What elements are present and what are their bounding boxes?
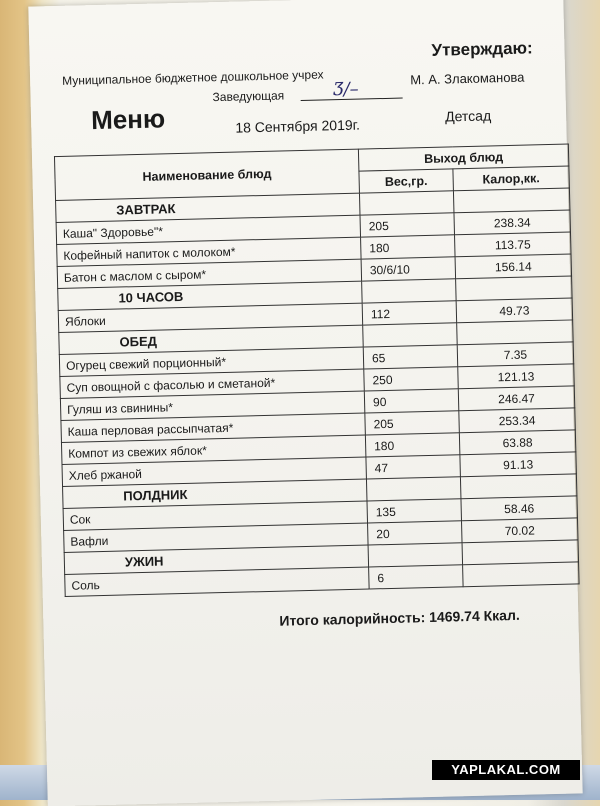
dish-calories: 63.88 [459, 430, 576, 455]
section-title: 10 ЧАСОВ [58, 281, 362, 310]
dish-weight: 6 [369, 565, 464, 589]
dish-name: Хлеб ржаной [62, 457, 366, 486]
column-header-output: Выход блюд [358, 144, 568, 171]
dish-weight: 90 [364, 389, 459, 413]
section-calories-cell [462, 540, 579, 565]
dish-calories [463, 562, 580, 587]
organization-name: Муниципальное бюджетное дошкольное учрех [61, 67, 324, 88]
dish-weight: 47 [366, 455, 461, 479]
institution-type: Детсад [444, 107, 492, 125]
dish-name: Яблоки [58, 303, 362, 332]
site-watermark: YAPLAKAL.COM [432, 760, 580, 780]
total-calories: Итого калорийность: 1469.74 Ккал. [279, 606, 520, 629]
section-weight-cell [363, 323, 458, 347]
dish-weight: 180 [361, 235, 456, 259]
dish-weight: 112 [362, 301, 457, 325]
dish-calories: 70.02 [461, 518, 578, 543]
head-role: Заведующая [212, 88, 285, 105]
dish-calories: 49.73 [456, 298, 573, 323]
dish-weight: 30/6/10 [361, 257, 456, 281]
dish-name: Батон с маслом с сыром* [57, 259, 361, 288]
section-title: ОБЕД [59, 325, 363, 354]
section-title: ПОЛДНИК [63, 479, 367, 508]
dish-calories: 58.46 [461, 496, 578, 521]
dish-calories: 246.47 [458, 386, 575, 411]
dish-calories: 113.75 [455, 232, 572, 257]
dish-weight: 20 [368, 521, 463, 545]
column-header-dish: Наименование блюд [54, 149, 359, 200]
dish-name: Огурец свежий порционный* [59, 347, 363, 376]
column-header-calories: Калор,кк. [453, 166, 570, 191]
section-title: УЖИН [64, 545, 368, 574]
dish-weight: 135 [367, 499, 462, 523]
dish-name: Вафли [64, 523, 368, 552]
section-title: ЗАВТРАК [56, 193, 360, 222]
dish-name: Кофейный напиток с молоком* [57, 237, 361, 266]
head-name: М. А. Злакоманова [410, 69, 525, 88]
menu-table-body [56, 188, 580, 596]
dish-weight: 250 [364, 367, 459, 391]
dish-calories: 156.14 [455, 254, 572, 279]
dish-name: Компот из свежих яблок* [61, 435, 365, 464]
dish-weight: 205 [360, 213, 455, 237]
page-title: Меню [90, 103, 166, 136]
dish-weight: 65 [363, 345, 458, 369]
handwritten-signature: Ӡ/– [333, 78, 359, 101]
dish-calories: 91.13 [460, 452, 577, 477]
approval-label: Утверждаю: [431, 38, 533, 60]
column-header-weight: Вес,гр. [359, 169, 454, 193]
menu-sheet [28, 0, 582, 806]
section-calories-cell [460, 474, 577, 499]
dish-name: Суп овощной с фасолью и сметаной* [60, 369, 364, 398]
dish-name: Каша" Здоровье"* [56, 215, 360, 244]
dish-calories: 253.34 [459, 408, 576, 433]
dish-name: Гуляш из свинины* [60, 391, 364, 420]
dish-calories: 121.13 [458, 364, 575, 389]
section-weight-cell [362, 279, 457, 303]
section-weight-cell [366, 477, 461, 501]
menu-date: 18 Сентября 2019г. [235, 116, 361, 136]
section-calories-cell [456, 276, 573, 301]
section-weight-cell [368, 543, 463, 567]
dish-name: Соль [65, 567, 369, 596]
section-weight-cell [359, 191, 454, 215]
dish-calories: 238.34 [454, 210, 571, 235]
dish-name: Сок [63, 501, 367, 530]
dish-calories: 7.35 [457, 342, 574, 367]
menu-table [54, 143, 580, 596]
section-calories-cell [453, 188, 570, 213]
dish-name: Каша перловая рассыпчатая* [61, 413, 365, 442]
section-calories-cell [457, 320, 574, 345]
dish-weight: 180 [365, 433, 460, 457]
dish-weight: 205 [365, 411, 460, 435]
